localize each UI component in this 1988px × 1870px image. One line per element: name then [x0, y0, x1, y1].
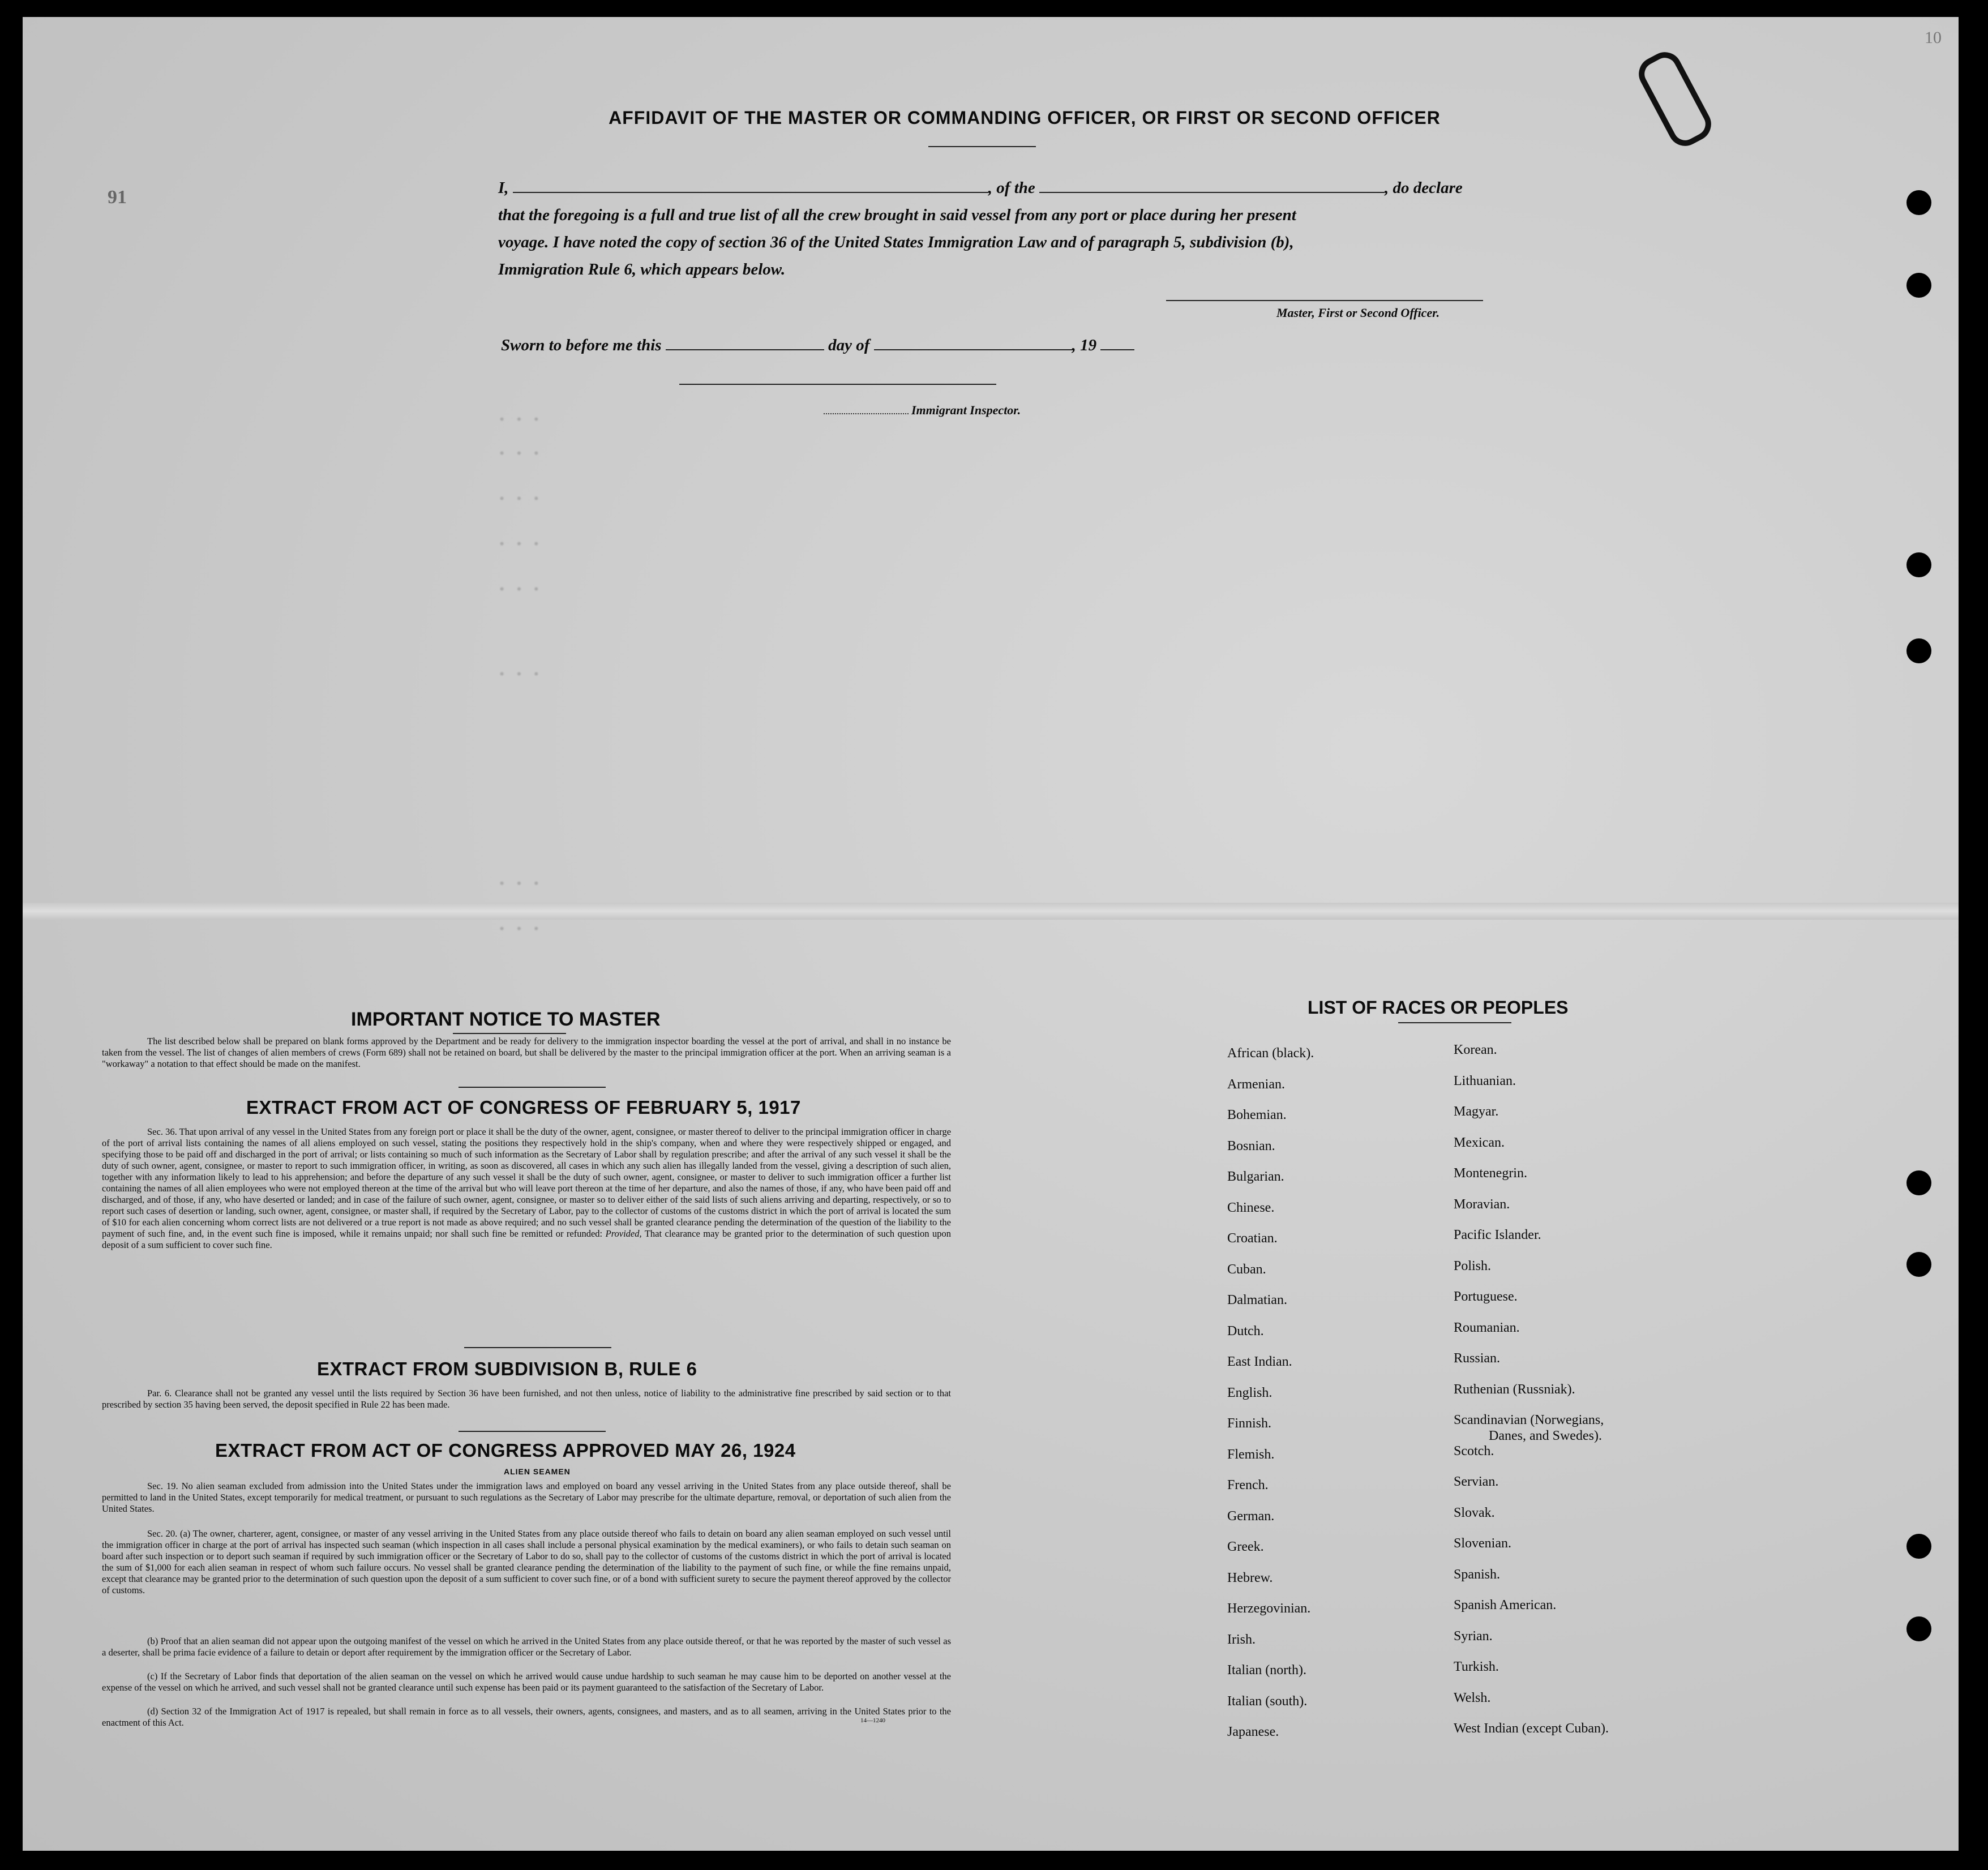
extract-1917-title: EXTRACT FROM ACT OF CONGRESS OF FEBRUARY 5, 1917	[246, 1097, 801, 1118]
race-item: Chinese.	[1227, 1200, 1275, 1215]
race-item: African (black).	[1227, 1046, 1314, 1061]
sworn-line	[501, 332, 1134, 359]
race-item: Turkish.	[1454, 1659, 1499, 1674]
race-item: Mexican.	[1454, 1135, 1505, 1150]
race-item: East Indian.	[1227, 1354, 1292, 1369]
race-item: Dutch.	[1227, 1323, 1264, 1339]
extract-rule6-body: Par. 6. Clearance shall not be granted any vessel until the lists required by Section 36 have been furnished, and not then unless, notice of liability to the administrative fine prescribed by said section or to that prescribed by section 35 having been served, the deposit specified in Rule 22 has been made.	[102, 1388, 951, 1410]
day-of-label: day of	[828, 336, 870, 354]
race-item: Spanish.	[1454, 1567, 1501, 1582]
notice-underline	[453, 1033, 566, 1034]
affidavit-title: AFFIDAVIT OF THE MASTER OR COMMANDING OFFICER, OR FIRST OR SECOND OFFICER	[609, 108, 1441, 128]
paper-clip	[1633, 46, 1717, 152]
punch-hole	[1906, 552, 1931, 577]
master-caption: Master, First or Second Officer.	[1276, 306, 1440, 320]
corner-number: 10	[1925, 28, 1942, 47]
sec-19-text: Sec. 19. No alien seaman excluded from admission into the United States under the immigration laws and employed on board any vessel arriving in the United States from any place outside thereof, shall be permitted to land in the United States, except temporarily for medical treatment, or pursuant to such regulations as the Secretary of Labor may prescribe for the ultimate departure, removal, or deportation of such alien from the United States.	[102, 1481, 951, 1514]
punch-hole	[1906, 190, 1931, 215]
title-underline	[928, 146, 1036, 147]
race-item: Ruthenian (Russniak).	[1454, 1382, 1575, 1397]
race-item: French.	[1227, 1478, 1269, 1492]
race-item: Portuguese.	[1454, 1289, 1518, 1304]
race-item: Montenegrin.	[1454, 1166, 1527, 1181]
do-declare-label: , do declare	[1385, 179, 1463, 197]
race-item: Magyar.	[1454, 1104, 1499, 1119]
section-divider	[459, 1087, 606, 1088]
inspector-signature-line[interactable]	[679, 384, 996, 385]
year-prefix: , 19	[1072, 336, 1097, 354]
sworn-month-blank[interactable]	[874, 349, 1072, 350]
race-item: Flemish.	[1227, 1447, 1275, 1462]
race-item: Herzegovinian.	[1227, 1601, 1311, 1616]
race-item: Japanese.	[1227, 1725, 1279, 1739]
sec-20b-text: (b) Proof that an alien seaman did not appear upon the outgoing manifest of the vessel on which he arrived in the United States from any place outside thereof, or that he was reported by the master of such vessel as a deserter, shall be prima facie evidence of a failure to detain or deport after requirement by the immigration officer or the Secretary of Labor.	[102, 1636, 951, 1658]
sworn-year-blank[interactable]	[1100, 349, 1134, 350]
of-the-label: , of the	[988, 179, 1035, 197]
i-label: I,	[498, 179, 509, 197]
race-item: Armenian.	[1227, 1076, 1285, 1092]
punch-hole	[1906, 273, 1931, 298]
race-item: Polish.	[1454, 1258, 1492, 1273]
race-item: Russian.	[1454, 1351, 1501, 1366]
races-underline	[1398, 1022, 1511, 1023]
sworn-label: Sworn to before me this	[501, 336, 662, 354]
race-item: Slovenian.	[1454, 1536, 1511, 1551]
race-item: Lithuanian.	[1454, 1073, 1516, 1088]
sec-36-label: Sec. 36.	[147, 1126, 177, 1137]
sec-20d-text: (d) Section 32 of the Immigration Act of 1917 is repealed, but shall remain in force as to all vessels, their owners, agents, consignees, and masters, and as to all seamen, arriving in the United States prior to the enactment of this Act.	[102, 1706, 951, 1728]
punch-hole	[1906, 1252, 1931, 1277]
name-blank[interactable]	[513, 192, 988, 193]
declaration-line-2: that the foregoing is a full and true list of all the crew brought in said vessel from any port or place during her present	[498, 206, 1296, 224]
sec-20c-text: (c) If the Secretary of Labor finds that deportation of the alien seaman on the vessel on which he arrived would cause undue hardship to such seaman he may cause him to be deported on another vessel at the expense of the vessel on which he arrived, and such vessel shall not be granted clearance until such expense has been paid or its payment guaranteed to the satisfaction of the Secretary of Labor.	[102, 1671, 951, 1693]
declaration-line-3: voyage. I have noted the copy of section 36 of the United States Immigration Law and of paragraph 5, subdivision (b),	[498, 233, 1294, 251]
provided-label: Provided,	[605, 1228, 642, 1239]
notice-body: The list described below shall be prepared on blank forms approved by the Department and be ready for delivery to the immigration inspector boarding the vessel at the port of arrival, and shall in no instance be taken from the vessel. The list of changes of alien members of crews (Form 689) shall not be retained on board, but shall be delivered by the master to the principal immigration officer at the port. When an arriving seaman is a "workaway" a notation to that effect should be made on the manifest.	[102, 1036, 951, 1069]
sec-36-text: That upon arrival of any vessel in the United States from any foreign port or place it shall be the duty of the owner, agent, consignee, or master thereof to deliver to the principal immigration officer in charge of the port of arrival lists containing the names of all aliens employed on such vessel, stating the positions they respectively hold in the ship's company, when and where they were respectively shipped or engaged, and specifying those to be paid off and discharged in the port of arrival; or lists containing so much of such information as the Secretary of Labor shall by regulation prescribe; and after the arrival of any such vessel it shall be the duty of such owner, agent, consignee, or master to report to such immigration officer, in writing, as soon as discovered, all cases in which any such alien has illegally landed from the vessel, giving a description of such alien, together with any information likely to lead to his apprehension; and before the departure of any such vessel it shall be the duty of such owner, agent, consignee, or master to deliver to such immigration officer a further list containing the names of all alien employees who were not employed thereon at the time of the arrival but who will leave port thereon at the time of her departure, and also the names of those, if any, who have been paid off and discharged, and of those, if any, who have deserted or landed; and in case of the failure of such owner, agent, consignee, or master so to deliver either of the said lists of such aliens arriving and departing, respectively, or so to report such cases of desertion or landing, such owner, agent, consignee, or master shall, if required by the Secretary of Labor, pay to the collector of customs of the customs district in which the port of arrival is located the sum of $10 for each alien concerning whom correct lists are not delivered or a true report is not made as above required; and no such vessel shall be granted clearance pending the determination of the question of the liability to the payment of such fine, and, in the event such fine is imposed, while it remains unpaid; nor shall such fine be remitted or refunded:	[102, 1126, 952, 1239]
bleed-through-area: • • • • • • • • • • • • • • • • • • • • • • • •	[498, 413, 542, 937]
document-page	[23, 17, 1959, 1851]
race-item: Bosnian.	[1227, 1138, 1275, 1153]
race-scandinavian-continued: Danes, and Swedes).	[1489, 1429, 1602, 1443]
race-item: Scotch.	[1454, 1443, 1494, 1459]
race-item: Roumanian.	[1454, 1320, 1520, 1335]
race-item: English.	[1227, 1385, 1273, 1400]
race-item: Pacific Islander.	[1454, 1228, 1541, 1242]
sworn-day-blank[interactable]	[666, 349, 824, 350]
race-item: Moravian.	[1454, 1196, 1510, 1212]
race-item: Finnish.	[1227, 1416, 1272, 1431]
race-item: Hebrew.	[1227, 1570, 1273, 1585]
sec-20a-text: Sec. 20. (a) The owner, charterer, agent, consignee, or master of any vessel arriving in the United States from any place outside thereof who fails to detain on board any alien seaman employed on such vessel until the immigration officer in charge at the port of arrival has inspected such seaman (which inspection in all cases shall include a personal physical examination by the medical examiners), or who fails to detain such seaman on board after such inspection or to deport such seaman if required by such immigration officer or the Secretary of Labor to do so, shall pay to the collector of customs of the customs district in which the port of arrival is located the sum of $1,000 for each alien seaman in respect of whom such failure occurs. No vessel shall be granted clearance pending the determination of the liability to the payment of such fine, or while the fine remains unpaid, except that clearance may be granted prior to the determination of such question upon the deposit of a sum sufficient to cover such fine, or of a bond with sufficient surety to secure the payment thereof approved by the collector of customs.	[102, 1528, 951, 1595]
section-divider	[464, 1347, 611, 1348]
race-item: West Indian (except Cuban).	[1454, 1721, 1609, 1736]
race-item: Spanish American.	[1454, 1598, 1557, 1612]
race-item: Bohemian.	[1227, 1108, 1287, 1122]
race-item: Syrian.	[1454, 1628, 1493, 1644]
sec-36-end: That clearance may be granted prior to the determination of such question upon deposit of a sum sufficient to cover such fine.	[102, 1228, 952, 1250]
extract-1917-body	[102, 1126, 951, 1251]
vessel-blank[interactable]	[1039, 192, 1385, 193]
race-item: Bulgarian.	[1227, 1169, 1284, 1184]
declaration-first-line	[498, 174, 1551, 201]
inspector-caption: Immigrant Inspector.	[911, 403, 1021, 417]
race-item: Italian (south).	[1227, 1693, 1308, 1709]
race-item: Dalmatian.	[1227, 1293, 1287, 1307]
punch-hole	[1906, 638, 1931, 663]
left-margin-mark: 91	[108, 187, 127, 208]
form-number: 14—1240	[860, 1717, 885, 1724]
race-item: Greek.	[1227, 1539, 1264, 1554]
punch-hole	[1906, 1170, 1931, 1195]
race-item: Cuban.	[1227, 1262, 1266, 1277]
races-title: LIST OF RACES OR PEOPLES	[1308, 997, 1569, 1018]
race-item: Welsh.	[1454, 1690, 1491, 1705]
master-signature-line[interactable]	[1166, 300, 1483, 301]
race-item: Servian.	[1454, 1474, 1499, 1489]
punch-hole	[1906, 1616, 1931, 1641]
race-item: Slovak.	[1454, 1505, 1495, 1520]
race-item: Croatian.	[1227, 1231, 1278, 1246]
race-item: Scandinavian (Norwegians,	[1454, 1413, 1604, 1427]
punch-hole	[1906, 1534, 1931, 1559]
extract-1924-title: EXTRACT FROM ACT OF CONGRESS APPROVED MAY 26, 1924	[215, 1440, 796, 1461]
declaration-line-4: Immigration Rule 6, which appears below.	[498, 260, 786, 278]
alien-seamen-subtitle: ALIEN SEAMEN	[504, 1467, 571, 1476]
extract-rule6-title: EXTRACT FROM SUBDIVISION B, RULE 6	[317, 1358, 697, 1379]
race-item: Italian (north).	[1227, 1663, 1306, 1678]
section-divider	[459, 1431, 606, 1432]
notice-title: IMPORTANT NOTICE TO MASTER	[351, 1009, 661, 1030]
race-item: German.	[1227, 1508, 1275, 1524]
race-item: Korean.	[1454, 1043, 1497, 1057]
race-item: Irish.	[1227, 1632, 1256, 1647]
